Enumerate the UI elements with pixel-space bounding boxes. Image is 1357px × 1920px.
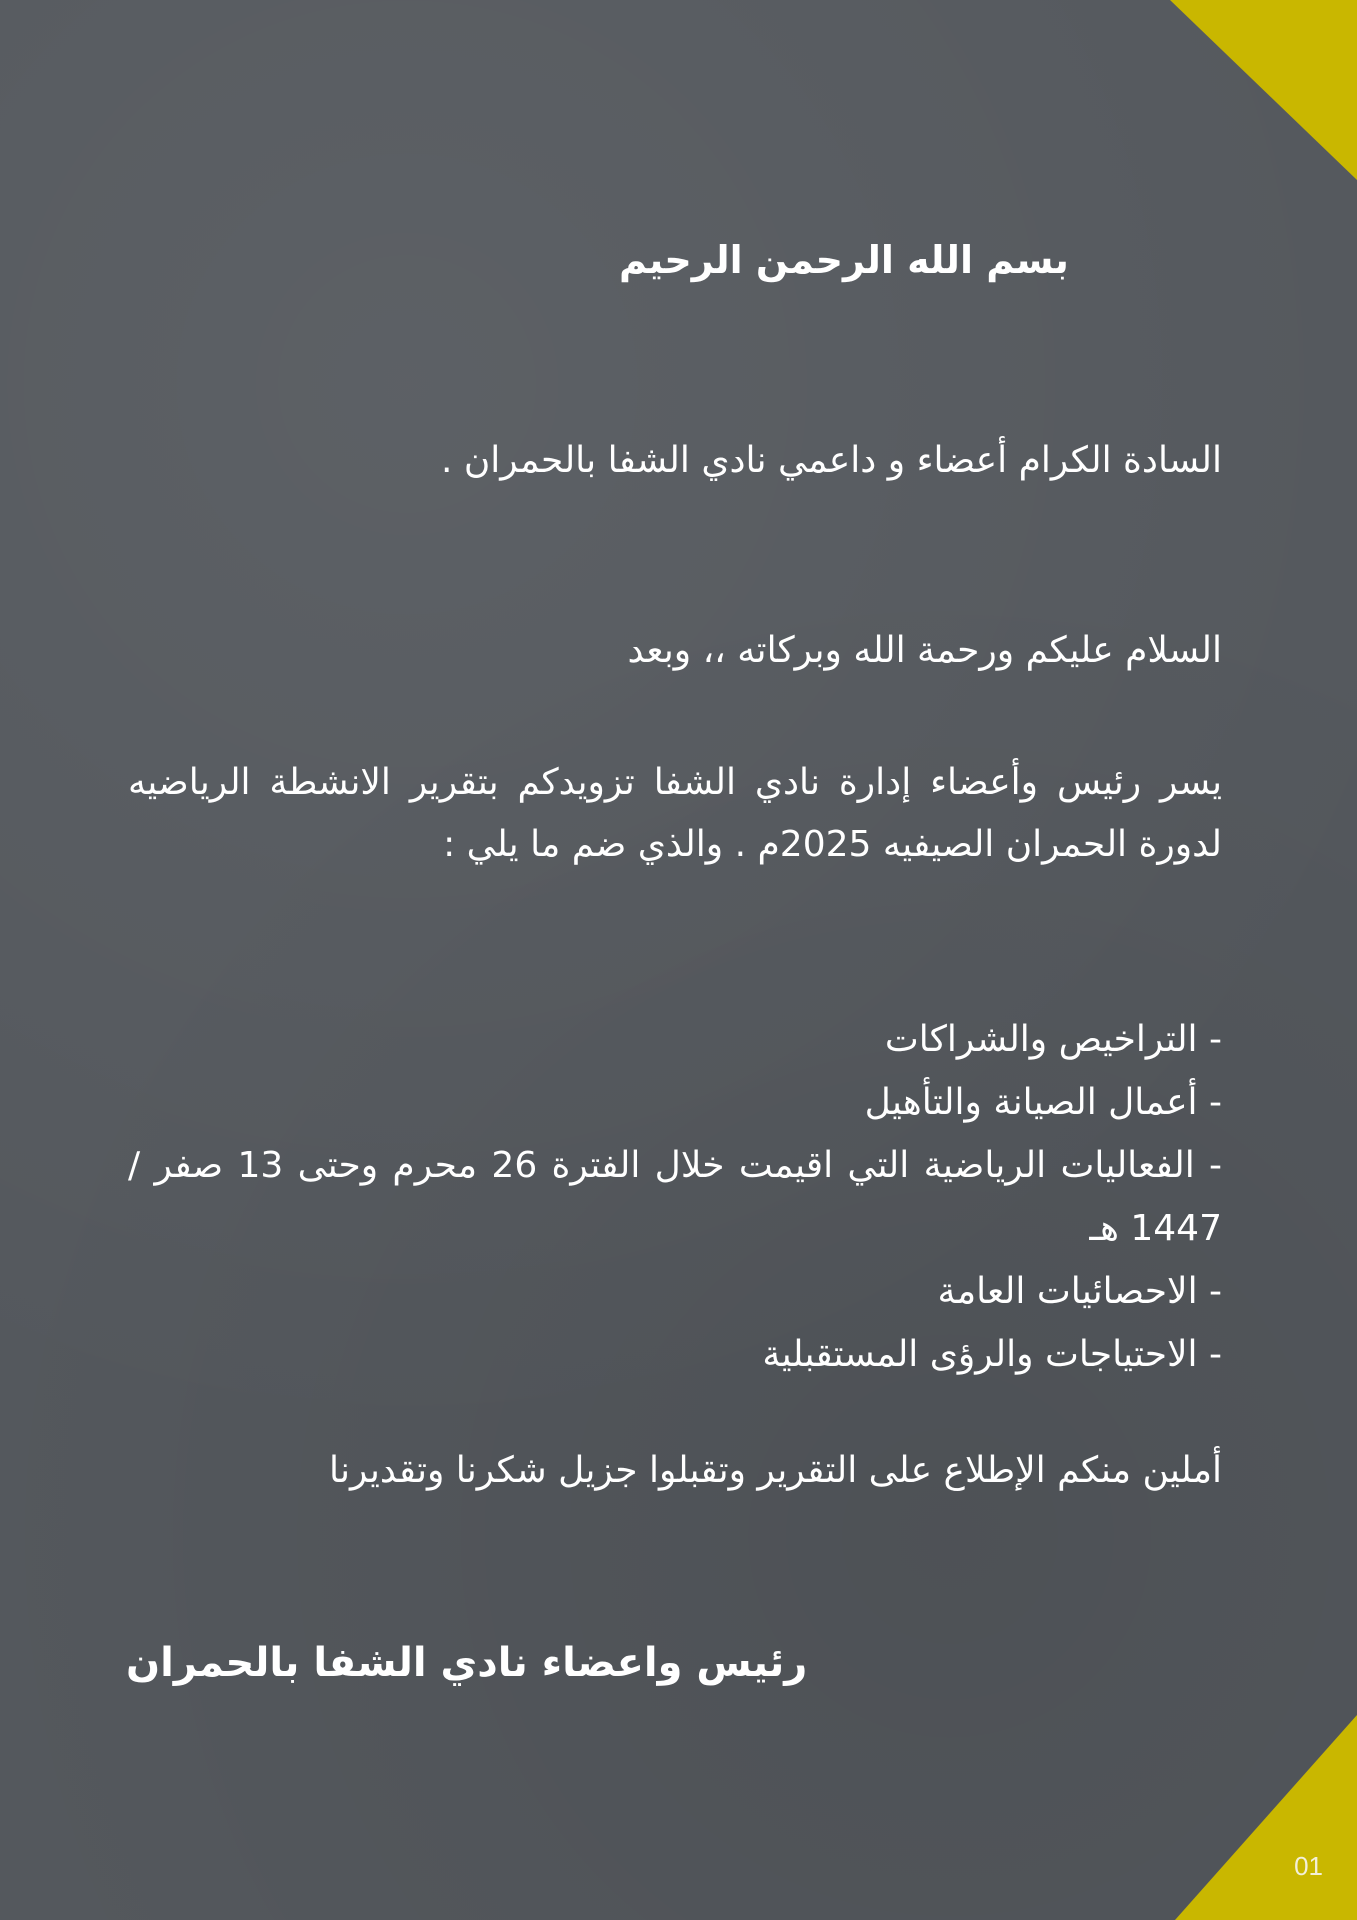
heading-text: بسم الله الرحمن الرحيم [619,238,1069,282]
closing-line: أملين منكم الإطلاع على التقرير وتقبلوا جزيل شكرنا وتقديرنا [328,1450,1222,1491]
list-item: - الاحتياجات والرؤى المستقبلية [762,1334,1222,1375]
greeting-line: السلام عليكم ورحمة الله وبركاته ،، وبعد [627,630,1222,671]
bottom-right-accent-shape [1175,1715,1357,1920]
page-number: 01 [1294,1851,1323,1881]
top-right-accent-shape [1170,0,1357,180]
list-item: - أعمال الصيانة والتأهيل [864,1082,1222,1123]
report-contents-list [128,1008,1222,1386]
salutation-line: السادة الكرام أعضاء و داعمي نادي الشفا بالحمران . [440,440,1222,481]
signature: رئيس واعضاء نادي الشفا بالحمران [126,1640,808,1686]
list-item: - التراخيص والشراكات [884,1019,1222,1060]
list-item: - الفعاليات الرياضية التي اقيمت خلال الفترة 26 محرم وحتى 13 صفر / 1447 هـ [128,1145,1223,1249]
document-heading [0,238,1357,282]
list-item: - الاحصائيات العامة [937,1271,1222,1312]
intro-paragraph: يسر رئيس وأعضاء إدارة نادي الشفا تزويدكم بتقرير الانشطة الرياضيه لدورة الحمران الصيفيه 2025م . والذي ضم ما يلي : [128,762,1222,865]
